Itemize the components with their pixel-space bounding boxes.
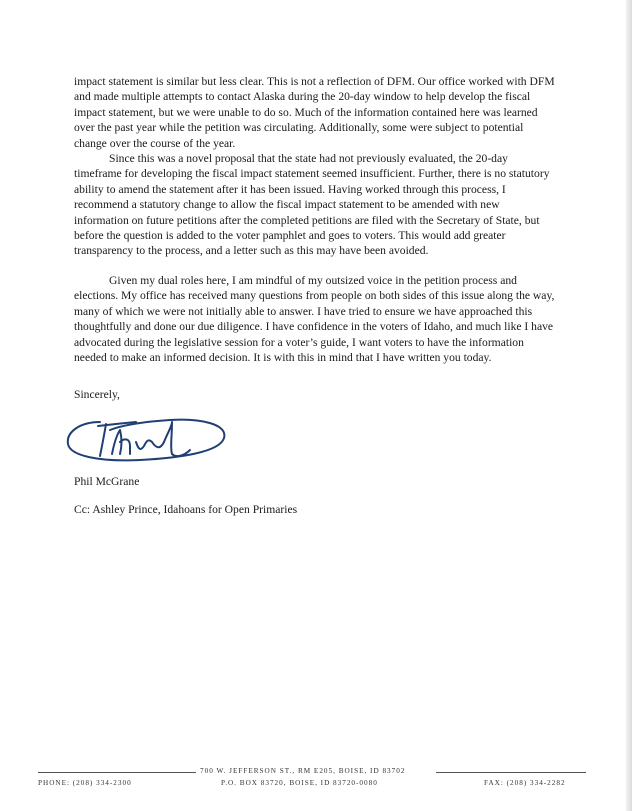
page-edge-shadow — [626, 0, 632, 811]
paragraph-fiscal-impact: impact statement is similar but less clear. This is not a reflection of DFM. Our office worked with DFM and made multiple attempts to contact Alaska during the 20-day window to help develop the fiscal impact statement, but we were unable to do so. Much of the information contained here was learned over the past year while the petition was circulating. Additionally, some were subject to potential change over the course of the year. — [74, 75, 555, 150]
footer-phone: PHONE: (208) 334-2300 — [38, 779, 132, 787]
paragraph-statutory-change: Since this was a novel proposal that the state had not previously evaluated, the 20-day timeframe for developing the fiscal impact statement seemed insufficient. Further, there is no statutory ability to amend the statement after it has been issued. Having worked through this process, I recommend a statutory change to allow the fiscal impact statement to be amended with new information on future petitions after the completed petitions are filed with the Secretary of State, but before the question is added to the voter pamphlet and goes to voters. This would add greater transparency to the process, and a letter such as this may have been avoided. — [74, 152, 550, 258]
footer-rule-right — [436, 772, 586, 773]
footer-street-address: 700 W. JEFFERSON ST., RM E205, BOISE, ID 83702 — [200, 767, 406, 775]
signer-name: Phil McGrane — [74, 475, 140, 488]
paragraph-dual-roles: Given my dual roles here, I am mindful of my outsized voice in the petition process and elections. My office has received many questions from people on both sides of this issue along the way, many of which we were not initially able to answer. I have tried to ensure we have approached this thoughtfully and done our due diligence. I have confidence in the voters of Idaho, and much like I have advocated during the legislative session for a voter’s guide, I want voters to have the information needed to make an informed decision. It is with this in mind that I have written you today. — [74, 273, 555, 364]
handwritten-signature — [60, 412, 230, 468]
footer-rule-left — [38, 772, 196, 773]
footer-po-box: P.O. BOX 83720, BOISE, ID 83720-0080 — [221, 779, 378, 787]
footer-fax: FAX: (208) 334-2282 — [484, 779, 566, 787]
closing-salutation: Sincerely, — [74, 388, 120, 401]
cc-line: Cc: Ashley Prince, Idahoans for Open Primaries — [74, 503, 298, 516]
letter-body — [74, 74, 556, 365]
